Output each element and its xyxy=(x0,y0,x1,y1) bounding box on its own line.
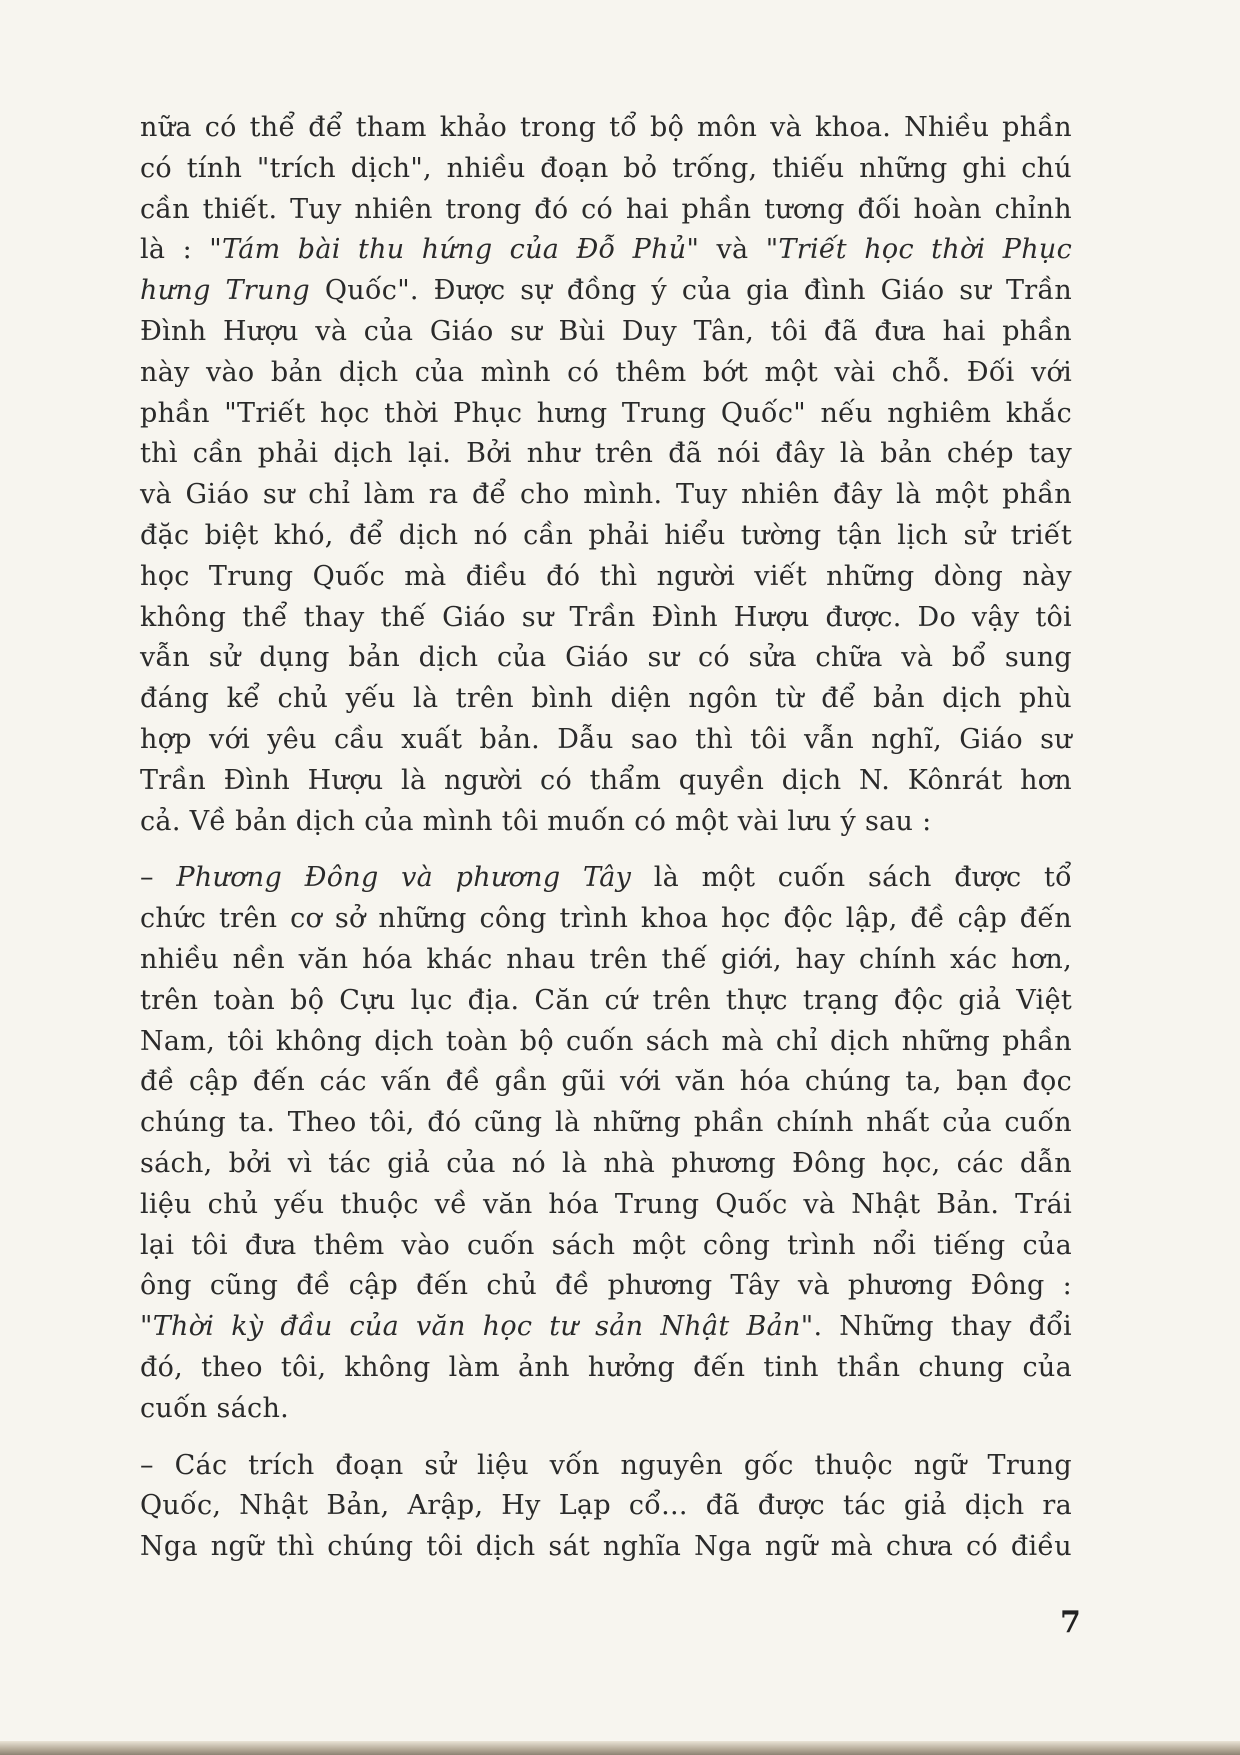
text-line: thì cần phải dịch lại. Bởi như trên đã nói đây là bản chép tay xyxy=(140,438,1072,470)
text-line: và Giáo sư chỉ làm ra để cho mình. Tuy nhiên đây là một phần xyxy=(140,479,1072,511)
paragraph-gap xyxy=(140,842,1072,858)
paragraph-gap xyxy=(140,1430,1072,1446)
text-line: đáng kể chủ yếu là trên bình diện ngôn từ để bản dịch phù xyxy=(140,683,1072,715)
text-line: hợp với yêu cầu xuất bản. Dẫu sao thì tôi vẫn nghĩ, Giáo sư xyxy=(140,723,1072,755)
text-line: – Các trích đoạn sử liệu vốn nguyên gốc thuộc ngữ Trung xyxy=(140,1449,1072,1481)
text-line: là : "Tám bài thu hứng của Đỗ Phủ" và "Triết học thời Phục xyxy=(140,234,1073,266)
text-line: có tính "trích dịch", nhiều đoạn bỏ trống, thiếu những ghi chú xyxy=(140,152,1072,184)
paragraph-3 xyxy=(140,1446,1072,1568)
text-line: nhiều nền văn hóa khác nhau trên thế giới, hay chính xác hơn, xyxy=(140,943,1072,975)
scan-edge xyxy=(0,1741,1240,1755)
text-line: cả. Về bản dịch của mình tôi muốn có một vài lưu ý sau : xyxy=(140,805,932,837)
paragraph-2 xyxy=(140,858,1072,1429)
text-line: học Trung Quốc mà điều đó thì người viết những dòng này xyxy=(140,560,1072,592)
text-line: đó, theo tôi, không làm ảnh hưởng đến tinh thần chung của xyxy=(140,1351,1072,1383)
text-line: nữa có thể để tham khảo trong tổ bộ môn và khoa. Nhiều phần xyxy=(140,112,1072,143)
text-line: vẫn sử dụng bản dịch của Giáo sư có sửa chữa và bổ sung xyxy=(140,642,1072,674)
text-line: liệu chủ yếu thuộc về văn hóa Trung Quốc và Nhật Bản. Trái xyxy=(140,1188,1072,1220)
text-line: cần thiết. Tuy nhiên trong đó có hai phần tương đối hoàn chỉnh xyxy=(140,193,1072,225)
text-line: Trần Đình Hượu là người có thẩm quyền dịch N. Kônrát hơn xyxy=(140,764,1072,796)
text-line: sách, bởi vì tác giả của nó là nhà phương Đông học, các dẫn xyxy=(140,1147,1072,1179)
text-line: – Phương Đông và phương Tây là một cuốn sách được tổ xyxy=(140,862,1073,894)
page-body xyxy=(140,108,1072,1568)
text-line: chức trên cơ sở những công trình khoa học độc lập, đề cập đến xyxy=(140,903,1072,935)
text-line: chúng ta. Theo tôi, đó cũng là những phần chính nhất của cuốn xyxy=(140,1107,1072,1139)
text-line: hưng Trung Quốc". Được sự đồng ý của gia đình Giáo sư Trần xyxy=(140,275,1073,307)
text-line: cuốn sách. xyxy=(140,1392,290,1424)
text-line: đề cập đến các vấn đề gần gũi với văn hóa chúng ta, bạn đọc xyxy=(140,1066,1072,1098)
text-line: này vào bản dịch của mình có thêm bớt một vài chỗ. Đối với xyxy=(140,356,1072,388)
text-line: trên toàn bộ Cựu lục địa. Căn cứ trên thực trạng độc giả Việt xyxy=(140,984,1072,1016)
paragraph-1 xyxy=(140,108,1072,842)
text-line: phần "Triết học thời Phục hưng Trung Quốc" nếu nghiêm khắc xyxy=(140,397,1072,429)
text-line: Đình Hượu và của Giáo sư Bùi Duy Tân, tôi đã đưa hai phần xyxy=(140,315,1072,347)
text-line: đặc biệt khó, để dịch nó cần phải hiểu tường tận lịch sử triết xyxy=(140,519,1072,551)
page-number: 7 xyxy=(1060,1605,1081,1640)
text-line: "Thời kỳ đầu của văn học tư sản Nhật Bản". Những thay đổi xyxy=(140,1311,1072,1343)
text-line: Nam, tôi không dịch toàn bộ cuốn sách mà chỉ dịch những phần xyxy=(140,1025,1072,1057)
text-line: Nga ngữ thì chúng tôi dịch sát nghĩa Nga ngữ mà chưa có điều xyxy=(140,1531,1072,1563)
text-line: lại tôi đưa thêm vào cuốn sách một công trình nổi tiếng của xyxy=(140,1229,1072,1261)
text-line: Quốc, Nhật Bản, Arập, Hy Lạp cổ... đã được tác giả dịch ra xyxy=(140,1490,1072,1522)
text-line: không thể thay thế Giáo sư Trần Đình Hượu được. Do vậy tôi xyxy=(140,601,1072,633)
text-line: ông cũng đề cập đến chủ đề phương Tây và phương Đông : xyxy=(140,1270,1072,1302)
